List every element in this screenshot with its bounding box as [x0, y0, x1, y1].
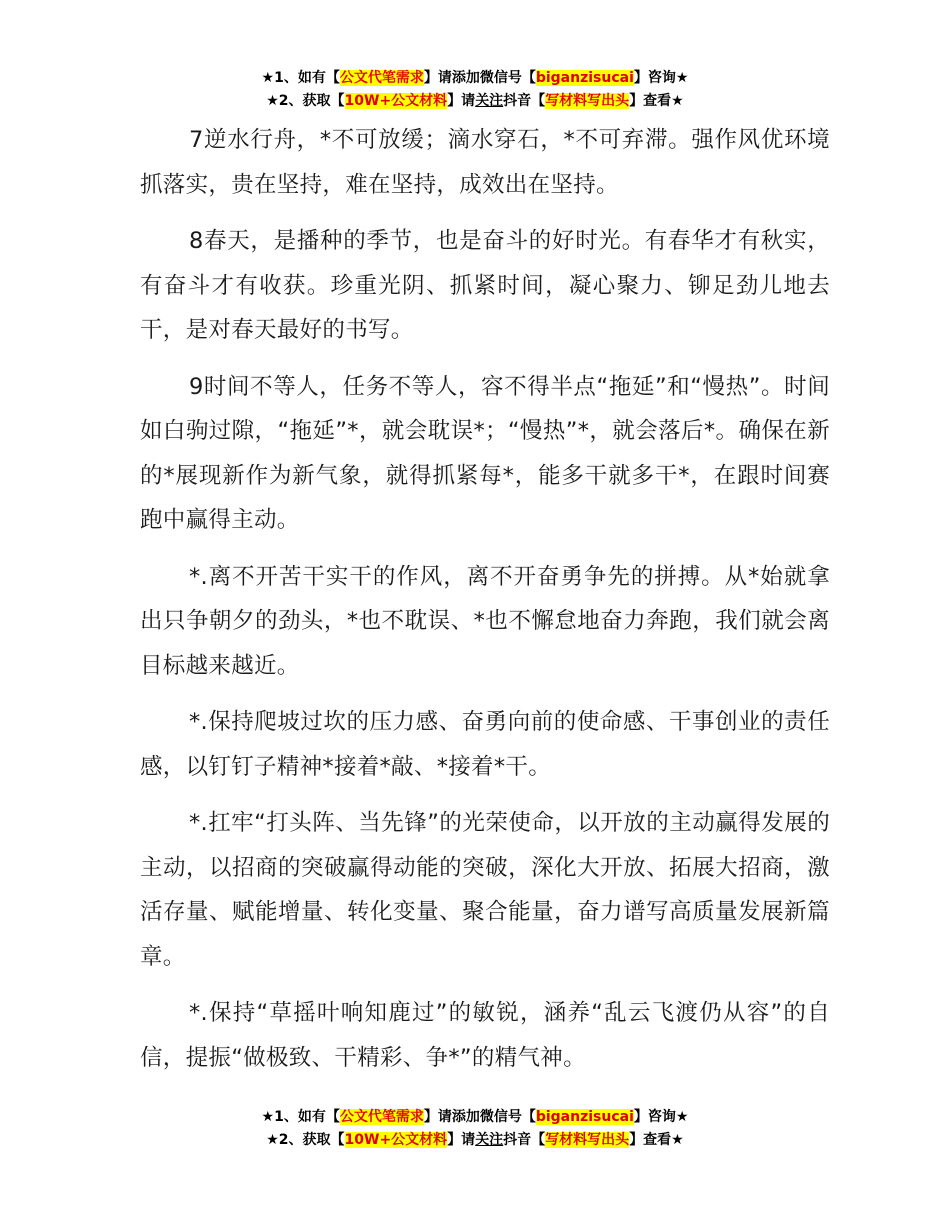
- banner-text: 】查看★: [629, 1132, 684, 1148]
- banner-text: 】咨询★: [633, 70, 689, 86]
- banner-text: 】请添加微信号【: [423, 70, 536, 86]
- paragraph-10: *.离不开苦干实干的作风，离不开奋勇争先的拼搏。从*始就拿出只争朝夕的劲头，*也不耽误、*也不懈怠地奋力奔跑，我们就会离目标越来越近。: [140, 563, 830, 679]
- banner-highlight-wechat-id: biganzisucai: [535, 70, 634, 86]
- document-body: [140, 118, 830, 1092]
- banner-highlight-douyin: 写材料写出头: [545, 93, 630, 109]
- banner-text: 抖音【: [503, 1132, 546, 1148]
- banner-text: 】查看★: [629, 93, 684, 109]
- banner-highlight: 10W+公文材料: [344, 93, 448, 109]
- banner-highlight: 10W+公文材料: [344, 1132, 448, 1148]
- paragraph-11: *.保持爬坡过坎的压力感、奋勇向前的使命感、干事创业的责任感，以钉钉子精神*接着*敲、*接着*干。: [140, 709, 830, 780]
- banner-highlight: 公文代笔需求: [339, 70, 424, 86]
- banner-underlined: 关注: [475, 93, 504, 109]
- header-banner: [0, 67, 950, 113]
- banner-text: ★2、获取【: [266, 1132, 345, 1148]
- banner-line-1: [0, 1106, 950, 1129]
- banner-text: 】请添加微信号【: [423, 1109, 536, 1125]
- banner-highlight: 公文代笔需求: [339, 1109, 424, 1125]
- footer-banner: [0, 1106, 950, 1152]
- banner-text: ★1、如有【: [261, 70, 340, 86]
- paragraph-12: *.扛牢“打头阵、当先锋”的光荣使命，以开放的主动赢得发展的主动，以招商的突破赢得动能的突破，深化大开放、拓展大招商，激活存量、赋能增量、转化变量、聚合能量，奋力谱写高质量发展新篇章。: [140, 810, 830, 970]
- banner-text: 】请: [447, 93, 476, 109]
- banner-text: 抖音【: [503, 93, 546, 109]
- banner-highlight-douyin: 写材料写出头: [545, 1132, 630, 1148]
- banner-highlight-wechat-id: biganzisucai: [535, 1109, 634, 1125]
- banner-line-2: [0, 90, 950, 113]
- banner-underlined: 关注: [475, 1132, 504, 1148]
- banner-text: ★1、如有【: [261, 1109, 340, 1125]
- banner-line-1: [0, 67, 950, 90]
- paragraph-7: 7逆水行舟，*不可放缓；滴水穿石，*不可弃滞。强作风优环境抓落实，贵在坚持，难在坚持，成效出在坚持。: [140, 127, 830, 198]
- paragraph-8: 8春天，是播种的季节，也是奋斗的好时光。有春华才有秋实，有奋斗才有收获。珍重光阴、抓紧时间，凝心聚力、铆足劲儿地去干，是对春天最好的书写。: [140, 228, 830, 343]
- banner-text: 】咨询★: [633, 1109, 689, 1125]
- banner-text: ★2、获取【: [266, 93, 345, 109]
- paragraph-9: 9时间不等人，任务不等人，容不得半点“拖延”和“慢热”。时间如白驹过隙，“拖延”*，就会耽误*；“慢热”*，就会落后*。确保在新的*展现新作为新气象，就得抓紧每*，能多干就多干*，在跟时间赛跑中赢得主动。: [140, 373, 830, 533]
- paragraph-13: *.保持“草摇叶响知鹿过”的敏锐，涵养“乱云飞渡仍从容”的自信，提振“做极致、干精彩、争*”的精气神。: [140, 1000, 830, 1071]
- banner-line-2: [0, 1129, 950, 1152]
- banner-text: 】请: [447, 1132, 476, 1148]
